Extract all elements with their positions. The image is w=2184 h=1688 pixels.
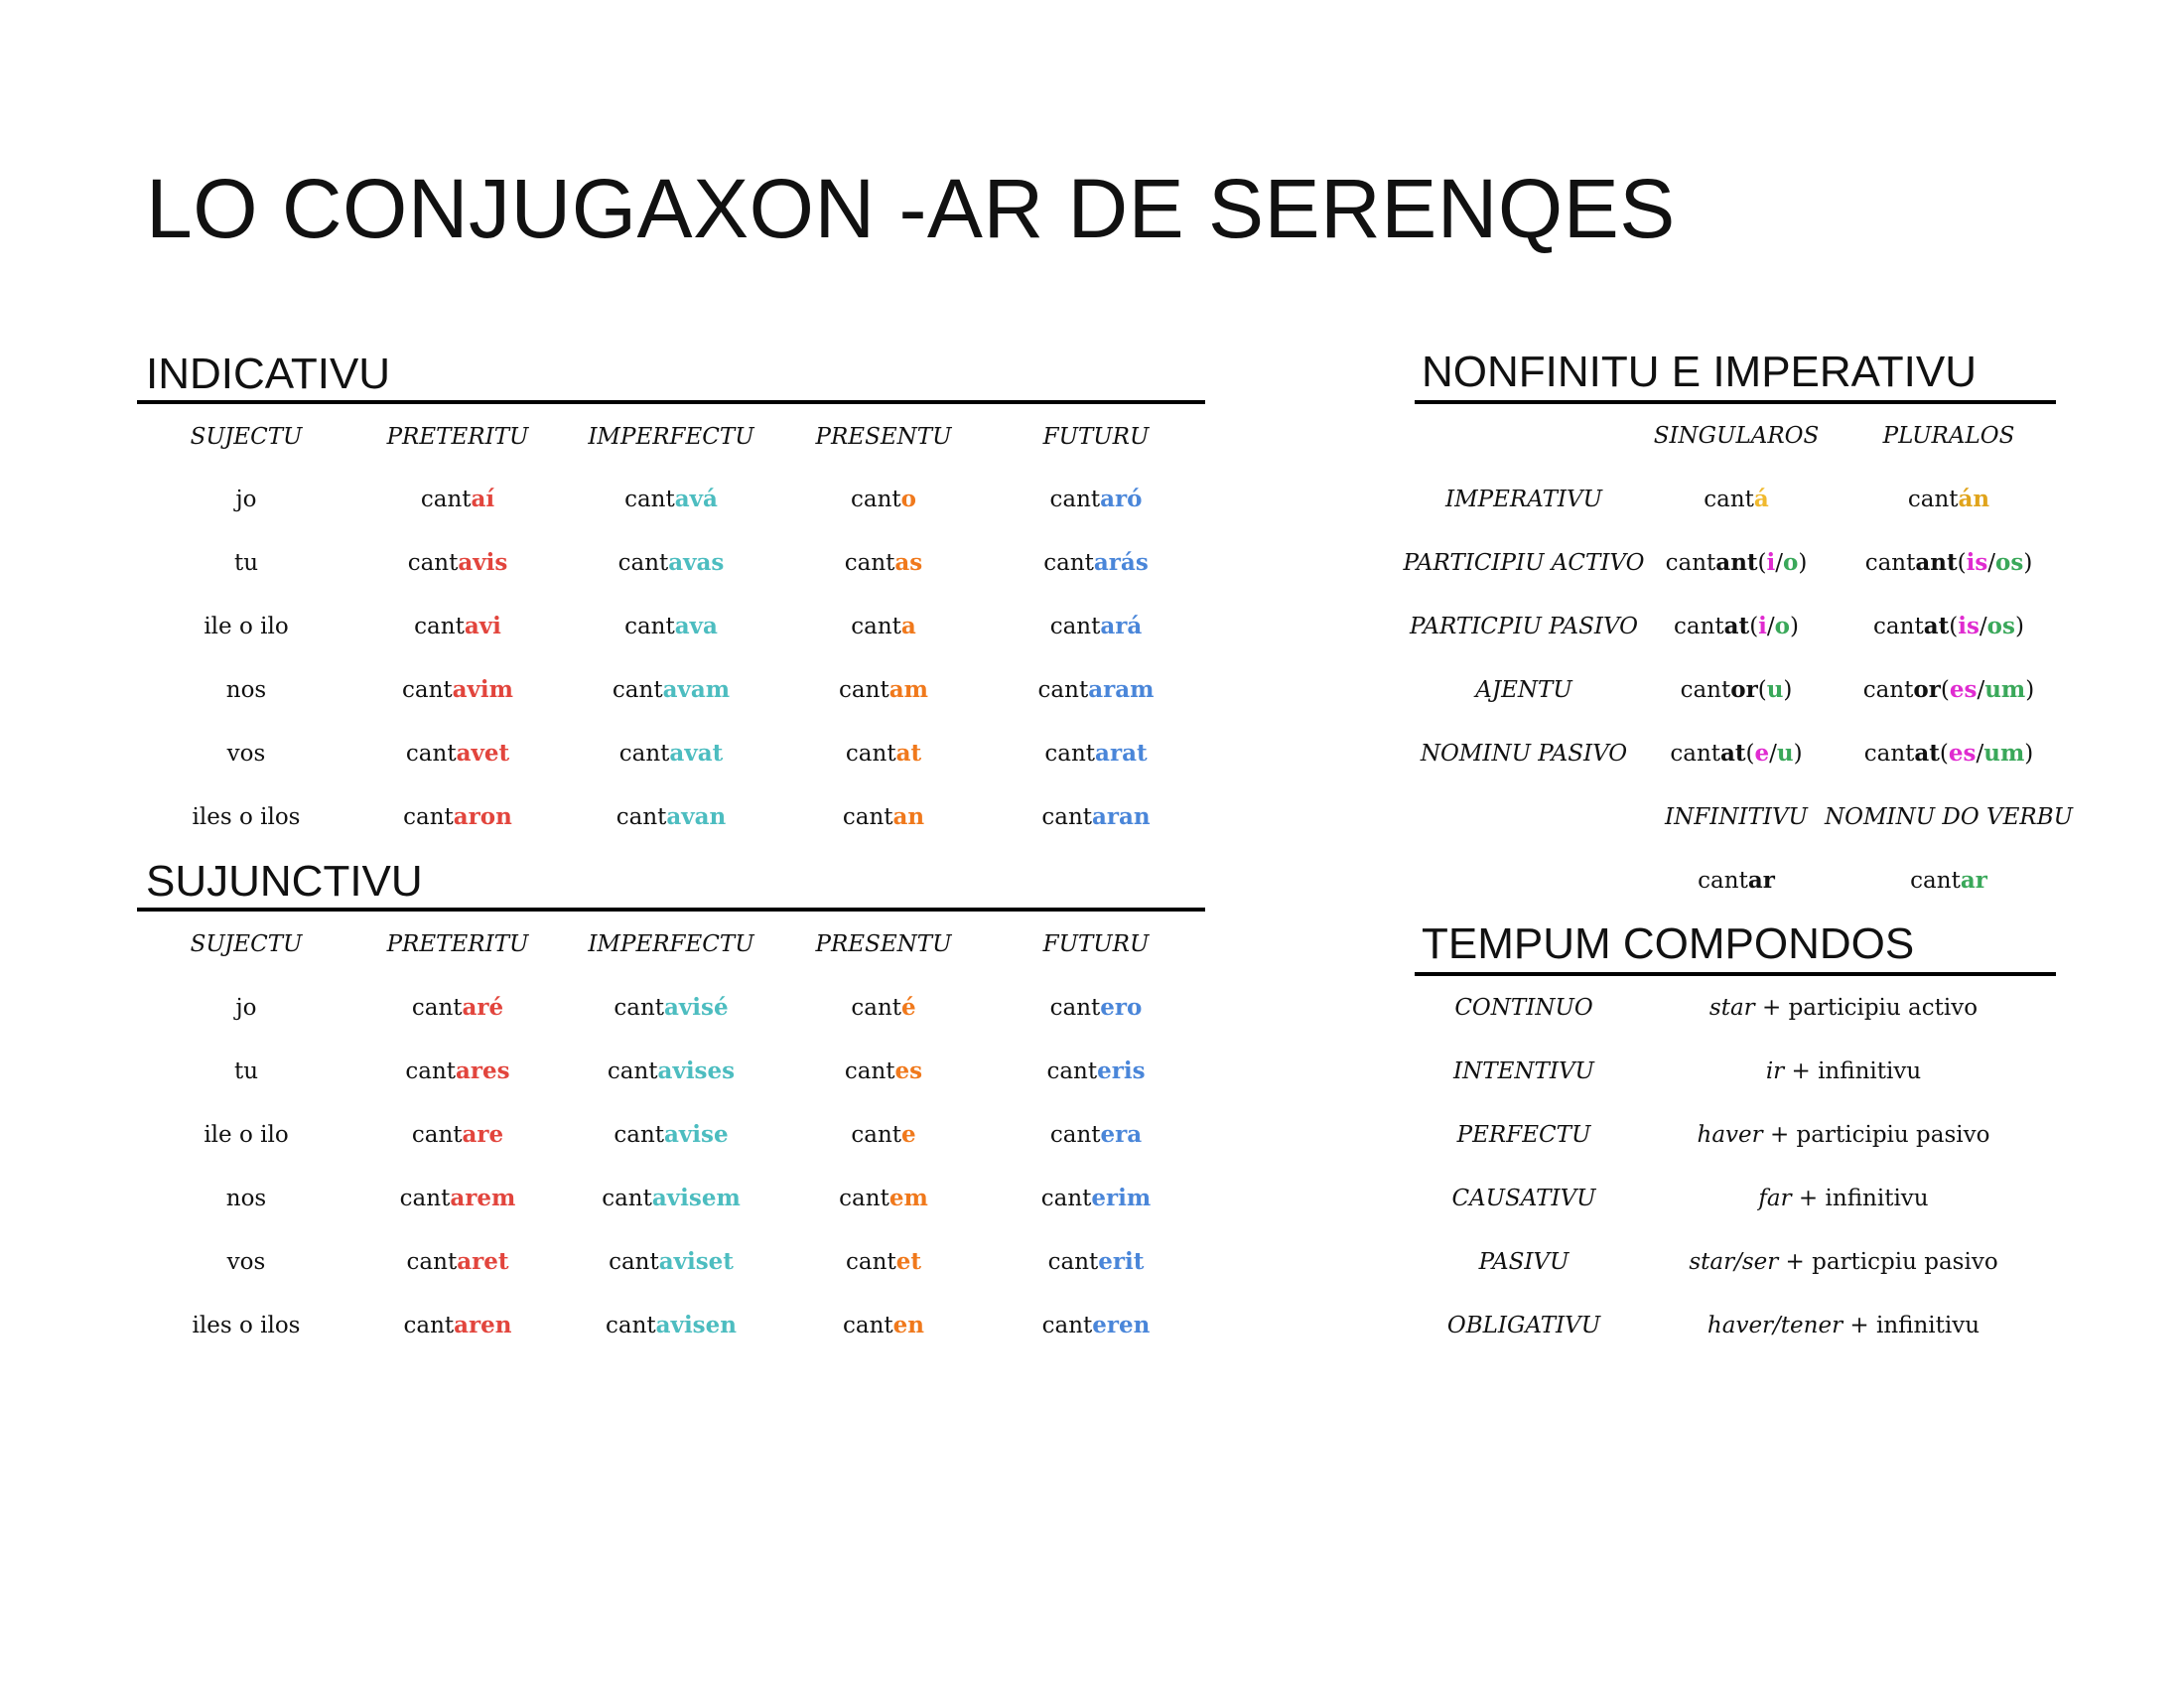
verb-stem: cant [1049, 1122, 1101, 1148]
slash: / [1775, 550, 1784, 576]
ending-a: es [1949, 676, 1978, 703]
indicativu-subject: jo [235, 487, 257, 512]
verb-ending: avet [456, 740, 510, 767]
verb-stem: cant [842, 804, 893, 830]
imperativu-plural [1830, 485, 2068, 514]
slash: / [1987, 550, 1996, 576]
verb-ending: an [892, 803, 925, 830]
sujunctivu-rule [137, 908, 1205, 912]
indicativu-imperfectu-form [562, 739, 780, 769]
verb-stem: cant [851, 995, 901, 1021]
sujunctivu-header-preteritu: PRETERITU [386, 931, 529, 957]
paren: ( [1939, 741, 1949, 767]
verb-stem: cant [844, 1058, 895, 1084]
paren: ( [1757, 550, 1767, 576]
tempum-title: TEMPUM COMPONDOS [1422, 919, 1915, 968]
indicativu-imperfectu-form [562, 612, 780, 641]
verb-stem: cant [602, 1186, 652, 1211]
verb-stem: cant [414, 614, 465, 639]
sujunctivu-header-sujectu: SUJECTU [190, 931, 303, 957]
verb-ending: era [1100, 1121, 1143, 1148]
paren: ( [1957, 550, 1967, 576]
verb-stem: cant [612, 677, 663, 703]
tempum-rule [1415, 972, 2056, 976]
indicativu-presentu-form [774, 548, 993, 578]
imperativu-label: IMPERATIVU [1445, 487, 1602, 512]
verb-stem: cant [1041, 804, 1092, 830]
sujunctivu-preteritu-form [348, 1120, 567, 1150]
sujunctivu-presentu-form [774, 1184, 993, 1213]
indicativu-imperfectu-form [562, 675, 780, 705]
verb-ending: aró [1100, 486, 1143, 512]
tempum-label: CAUSATIVU [1451, 1186, 1596, 1211]
sujunctivu-subject: iles o ilos [192, 1313, 301, 1338]
formula-rest: + participiu pasivo [1762, 1122, 1990, 1148]
ending-b: o [1783, 549, 1799, 576]
verb-stem: cant [1907, 487, 1959, 512]
sujunctivu-imperfectu-form [562, 1311, 780, 1340]
sujunctivu-subject: ile o ilo [204, 1122, 289, 1148]
participiu_activo-label: PARTICIPIU ACTIVO [1403, 550, 1645, 576]
suffix-base: at [1723, 613, 1750, 639]
verb-ending: aviset [658, 1248, 734, 1275]
verb-stem: cant [1910, 868, 1961, 894]
verb-ending: ará [1100, 613, 1143, 639]
indicativu-title: INDICATIVU [146, 350, 391, 398]
ending-a: es [1948, 740, 1977, 767]
verb-ending: a [900, 613, 916, 639]
sujunctivu-presentu-form [774, 1247, 993, 1277]
verb-stem: cant [839, 1186, 889, 1211]
slash: / [1769, 741, 1777, 767]
tempum-formula [1635, 1184, 2052, 1213]
indicativu-presentu-form [774, 739, 993, 769]
verb-stem: cant [1873, 614, 1924, 639]
indicativu-futuru-form [987, 485, 1205, 514]
verb-ending: erim [1091, 1185, 1152, 1211]
suffix-base: or [1913, 676, 1941, 703]
paren: ) [1783, 677, 1793, 703]
indicativu-presentu-form [774, 675, 993, 705]
verb-stem: cant [403, 804, 454, 830]
nonfinitu-header-pluralos: PLURALOS [1882, 423, 2015, 449]
tempum-label: CONTINUO [1454, 995, 1593, 1021]
verb-ending: ava [674, 613, 718, 639]
participiu_activo-singular [1617, 548, 1855, 578]
indicativu-imperfectu-form [562, 548, 780, 578]
sujunctivu-preteritu-form [348, 1247, 567, 1277]
verb-ending: arás [1093, 549, 1149, 576]
verb-stem: cant [407, 550, 459, 576]
verb-ending: avis [458, 549, 508, 576]
paren: ) [1798, 550, 1808, 576]
verb-stem: cant [1863, 741, 1915, 767]
verb-stem: cant [405, 741, 457, 767]
sujunctivu-futuru-form [987, 1120, 1205, 1150]
verb-stem: cant [1049, 995, 1101, 1021]
sujunctivu-imperfectu-form [562, 1247, 780, 1277]
sujunctivu-preteritu-form [348, 1311, 567, 1340]
sujunctivu-preteritu-form [348, 993, 567, 1023]
tempum-formula [1635, 1056, 2052, 1086]
paren: ) [2014, 614, 2024, 639]
participiu_pasivo-singular [1617, 612, 1855, 641]
formula-rest: + infinitivu [1784, 1058, 1922, 1084]
sujunctivu-subject: jo [235, 995, 257, 1021]
verb-ending: es [894, 1057, 923, 1084]
verb-ending: ares [456, 1057, 510, 1084]
ajentu-label: AJENTU [1475, 677, 1572, 703]
indicativu-subject: iles o ilos [192, 804, 301, 830]
ajentu-singular [1617, 675, 1855, 705]
slash: / [1976, 741, 1984, 767]
verb-stem: cant [405, 1058, 457, 1084]
indicativu-presentu-form [774, 802, 993, 832]
tempum-formula [1635, 1247, 2052, 1277]
indicativu-subject: ile o ilo [204, 614, 289, 639]
verb-ending: o [900, 486, 916, 512]
verb-stem: cant [1670, 741, 1721, 767]
auxiliary-verb: haver/tener [1706, 1313, 1843, 1338]
paren: ( [1949, 614, 1959, 639]
paren: ( [1757, 677, 1767, 703]
indicativu-preteritu-form [348, 739, 567, 769]
sujunctivu-presentu-form [774, 1311, 993, 1340]
verb-ending: aron [453, 803, 512, 830]
indicativu-futuru-form [987, 612, 1205, 641]
paren: ) [2025, 677, 2035, 703]
verb-stem: cant [1044, 741, 1096, 767]
verb-stem: cant [845, 741, 896, 767]
verb-stem: cant [614, 1122, 665, 1148]
verb-ending: arat [1095, 740, 1148, 767]
verb-ending: am [888, 676, 928, 703]
nonfinitu-title: NONFINITU E IMPERATIVU [1422, 348, 1977, 396]
indicativu-imperfectu-form [562, 802, 780, 832]
verb-stem: cant [851, 614, 901, 639]
nonfinitu-rule [1415, 400, 2056, 404]
verb-ending: aret [457, 1248, 509, 1275]
verb-stem: cant [606, 1313, 656, 1338]
verb-stem: cant [1047, 1249, 1099, 1275]
verb-ending: as [894, 549, 923, 576]
verb-stem: cant [1037, 677, 1089, 703]
verb-ending: ar [1960, 867, 1987, 894]
indicativu-subject: tu [233, 550, 259, 576]
sujunctivu-futuru-form [987, 1184, 1205, 1213]
verb-ending: aram [1088, 676, 1155, 703]
verb-stem: cant [624, 614, 675, 639]
verb-ending: avises [657, 1057, 736, 1084]
sujunctivu-preteritu-form [348, 1056, 567, 1086]
slash: / [1977, 677, 1985, 703]
ajentu-plural [1830, 675, 2068, 705]
verb-ending: á [1753, 486, 1769, 512]
indicativu-futuru-form [987, 739, 1205, 769]
indicativu-preteritu-form [348, 485, 567, 514]
verb-stem: cant [1043, 550, 1094, 576]
sujunctivu-imperfectu-form [562, 993, 780, 1023]
verb-stem: cant [607, 1058, 658, 1084]
sujunctivu-presentu-form [774, 1056, 993, 1086]
participiu_activo-plural [1830, 548, 2068, 578]
infinitivu-form [1637, 866, 1836, 896]
indicativu-header-presentu: PRESENTU [815, 424, 952, 450]
page-title: LO CONJUGAXON -AR DE SERENQES [146, 162, 1676, 255]
verb-stem: cant [403, 1313, 455, 1338]
auxiliary-verb: haver [1697, 1122, 1763, 1148]
verb-ending: e [901, 1121, 916, 1148]
suffix-base: at [1923, 613, 1950, 639]
sujunctivu-preteritu-form [348, 1184, 567, 1213]
suffix-base: or [1730, 676, 1758, 703]
verb-stem: cant [1704, 487, 1754, 512]
tempum-formula [1635, 1120, 2052, 1150]
suffix-base: ant [1915, 549, 1958, 576]
paren: ( [1749, 614, 1759, 639]
verb-stem: cant [1049, 487, 1101, 512]
verb-ending: avas [668, 549, 725, 576]
verb-ending: avan [666, 803, 727, 830]
verb-stem: cant [1665, 550, 1716, 576]
verb-ending: en [892, 1312, 924, 1338]
verb-ending: ero [1100, 994, 1143, 1021]
ending-a: i [1758, 613, 1767, 639]
verb-stem: cant [411, 1122, 463, 1148]
indicativu-header-futuru: FUTURU [1042, 424, 1150, 450]
ending-b: um [1984, 676, 2026, 703]
formula-rest: + particpiu pasivo [1778, 1249, 1998, 1275]
verb-ending: avisen [655, 1312, 737, 1338]
paren: ) [1790, 614, 1799, 639]
indicativu-preteritu-form [348, 802, 567, 832]
participiu_pasivo-plural [1830, 612, 2068, 641]
tempum-label: PERFECTU [1456, 1122, 1591, 1148]
sujunctivu-header-imperfectu: IMPERFECTU [588, 931, 754, 957]
verb-stem: cant [1864, 550, 1916, 576]
indicativu-preteritu-form [348, 548, 567, 578]
nominu_pasivo-label: NOMINU PASIVO [1420, 741, 1628, 767]
indicativu-futuru-form [987, 548, 1205, 578]
ending-a: e [1754, 740, 1770, 767]
verb-stem: cant [851, 1122, 901, 1148]
verb-ending: at [895, 740, 922, 767]
verb-stem: cant [618, 741, 670, 767]
ending-a: is [1958, 613, 1979, 639]
verb-stem: cant [402, 677, 453, 703]
ending-b: o [1774, 613, 1791, 639]
verb-stem: cant [614, 995, 665, 1021]
paren: ) [2024, 741, 2034, 767]
verb-stem: cant [842, 1313, 893, 1338]
verb-ending: avim [452, 676, 513, 703]
verb-stem: cant [1046, 1058, 1098, 1084]
ending-b: um [1983, 740, 2025, 767]
formula-rest: + participiu activo [1754, 995, 1979, 1021]
sujunctivu-imperfectu-form [562, 1056, 780, 1086]
sujunctivu-title: SUJUNCTIVU [146, 857, 423, 906]
paren: ) [2023, 550, 2033, 576]
sujunctivu-futuru-form [987, 1056, 1205, 1086]
nominu-verbu-form [1849, 866, 2048, 896]
indicativu-presentu-form [774, 612, 993, 641]
indicativu-header-sujectu: SUJECTU [190, 424, 303, 450]
sujunctivu-imperfectu-form [562, 1184, 780, 1213]
verb-ending: aren [454, 1312, 512, 1338]
nonfinitu-subheader: INFINITIVU [1665, 804, 1808, 830]
ending-a: u [1766, 676, 1784, 703]
ending-b: os [1995, 549, 2024, 576]
sujunctivu-subject: vos [226, 1249, 266, 1275]
verb-ending: avat [669, 740, 724, 767]
verb-ending: em [888, 1185, 928, 1211]
indicativu-imperfectu-form [562, 485, 780, 514]
tempum-formula [1635, 993, 2052, 1023]
sujunctivu-subject: tu [233, 1058, 259, 1084]
verb-ending: et [895, 1248, 921, 1275]
indicativu-subject: nos [225, 677, 267, 703]
verb-stem: cant [1041, 1313, 1093, 1338]
auxiliary-verb: star/ser [1689, 1249, 1779, 1275]
suffix-base: at [1914, 740, 1940, 767]
participiu_pasivo-label: PARTICPIU PASIVO [1409, 614, 1639, 639]
slash: / [1979, 614, 1987, 639]
verb-ending: are [462, 1121, 504, 1148]
verb-ending: aí [471, 486, 495, 512]
verb-ending: aran [1092, 803, 1151, 830]
indicativu-preteritu-form [348, 612, 567, 641]
verb-ending: avam [662, 676, 731, 703]
indicativu-header-preteritu: PRETERITU [386, 424, 529, 450]
sujunctivu-presentu-form [774, 993, 993, 1023]
verb-stem: cant [617, 550, 669, 576]
nonfinitu-header-singularos: SINGULAROS [1653, 423, 1820, 449]
slash: / [1766, 614, 1775, 639]
sujunctivu-futuru-form [987, 993, 1205, 1023]
verb-ending: avise [664, 1121, 729, 1148]
nonfinitu-subheader: NOMINU DO VERBU [1824, 804, 2074, 830]
auxiliary-verb: ir [1765, 1058, 1785, 1084]
tempum-formula [1635, 1311, 2052, 1340]
tempum-label: PASIVU [1478, 1249, 1570, 1275]
verb-stem: cant [839, 677, 889, 703]
sujunctivu-header-futuru: FUTURU [1042, 931, 1150, 957]
verb-stem: cant [846, 1249, 896, 1275]
ending-b: os [1986, 613, 2015, 639]
paren: ) [1793, 741, 1803, 767]
verb-stem: cant [624, 487, 675, 512]
paren: ( [1745, 741, 1755, 767]
verb-stem: cant [1049, 614, 1101, 639]
verb-ending: aré [462, 994, 504, 1021]
verb-ending: avisem [651, 1185, 741, 1211]
verb-ending: avisé [664, 994, 729, 1021]
sujunctivu-presentu-form [774, 1120, 993, 1150]
suffix-base: ant [1715, 549, 1758, 576]
ending-a: i [1766, 549, 1776, 576]
verb-stem: cant [1680, 677, 1731, 703]
verb-stem: cant [411, 995, 463, 1021]
tempum-label: INTENTIVU [1453, 1058, 1594, 1084]
verb-ending: eren [1092, 1312, 1151, 1338]
verb-stem: cant [615, 804, 667, 830]
indicativu-rule [137, 400, 1205, 404]
verb-ending: ar [1747, 867, 1775, 894]
verb-ending: arem [450, 1185, 516, 1211]
paren: ( [1940, 677, 1950, 703]
tempum-label: OBLIGATIVU [1446, 1313, 1601, 1338]
verb-ending: avá [674, 486, 718, 512]
sujunctivu-header-presentu: PRESENTU [815, 931, 952, 957]
ending-b: u [1776, 740, 1794, 767]
indicativu-futuru-form [987, 802, 1205, 832]
verb-ending: erit [1098, 1248, 1145, 1275]
verb-stem: cant [406, 1249, 458, 1275]
indicativu-header-imperfectu: IMPERFECTU [588, 424, 754, 450]
auxiliary-verb: star [1708, 995, 1755, 1021]
indicativu-futuru-form [987, 675, 1205, 705]
verb-ending: eris [1097, 1057, 1146, 1084]
formula-rest: + infinitivu [1791, 1186, 1929, 1211]
nominu_pasivo-singular [1617, 739, 1855, 769]
auxiliary-verb: far [1758, 1186, 1792, 1211]
verb-stem: cant [1674, 614, 1724, 639]
verb-stem: cant [851, 487, 901, 512]
nominu_pasivo-plural [1830, 739, 2068, 769]
verb-stem: cant [609, 1249, 659, 1275]
verb-stem: cant [420, 487, 472, 512]
verb-stem: cant [399, 1186, 451, 1211]
sujunctivu-futuru-form [987, 1311, 1205, 1340]
imperativu-singular [1617, 485, 1855, 514]
indicativu-preteritu-form [348, 675, 567, 705]
verb-stem: cant [1862, 677, 1914, 703]
sujunctivu-imperfectu-form [562, 1120, 780, 1150]
verb-stem: cant [1040, 1186, 1092, 1211]
indicativu-presentu-form [774, 485, 993, 514]
sujunctivu-futuru-form [987, 1247, 1205, 1277]
formula-rest: + infinitivu [1843, 1313, 1980, 1338]
sujunctivu-subject: nos [225, 1186, 267, 1211]
verb-stem: cant [844, 550, 895, 576]
verb-ending: avi [464, 613, 501, 639]
verb-ending: é [901, 994, 916, 1021]
suffix-base: at [1720, 740, 1746, 767]
ending-a: is [1966, 549, 1988, 576]
indicativu-subject: vos [226, 741, 266, 767]
verb-stem: cant [1698, 868, 1748, 894]
verb-ending: án [1958, 486, 1990, 512]
